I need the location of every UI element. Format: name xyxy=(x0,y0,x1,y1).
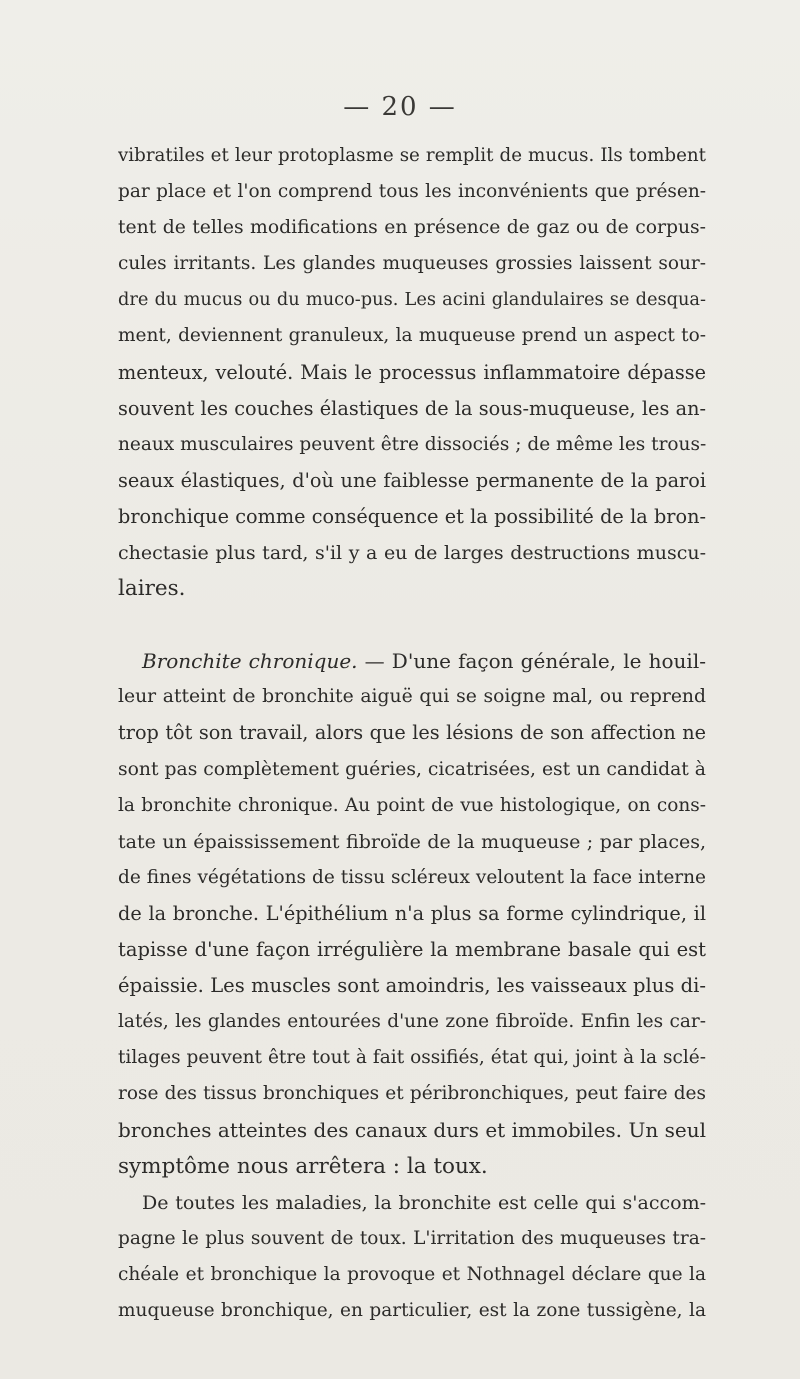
paragraph-3 xyxy=(118,1185,706,1329)
text-line: pagne le plus souvent de toux. L'irritation des muqueuses tra- xyxy=(118,1227,706,1249)
text-line: sont pas complètement guéries, cicatrisées, est un candidat à xyxy=(118,758,706,780)
section-heading: Bronchite chronique. xyxy=(142,649,358,674)
text-line: muqueuse bronchique, en particulier, est la zone tussigène, la xyxy=(118,1299,706,1321)
text-line: laires. xyxy=(118,576,186,602)
text-line: neaux musculaires peuvent être dissociés ; de même les trous- xyxy=(118,433,706,455)
text-line: de fines végétations de tissu scléreux veloutent la face interne xyxy=(118,866,706,888)
text-line: menteux, velouté. Mais le processus inflammatoire dépasse xyxy=(118,360,706,384)
text-line: latés, les glandes entourées d'une zone fibroïde. Enfin les car- xyxy=(118,1011,706,1033)
text-line: tapisse d'une façon irrégulière la membrane basale qui est xyxy=(118,937,706,961)
paragraph-1 xyxy=(118,138,706,607)
text-line: bronches atteintes des canaux durs et immobiles. Un seul xyxy=(118,1118,706,1143)
text-line: leur atteint de bronchite aiguë qui se soigne mal, ou reprend xyxy=(118,686,706,708)
text-line: dre du mucus ou du muco-pus. Les acini glandulaires se desqua- xyxy=(118,290,706,311)
text-line: ment, deviennent granuleux, la muqueuse prend un aspect to- xyxy=(118,325,706,347)
text-line: la bronchite chronique. Au point de vue histologique, on cons- xyxy=(118,794,706,816)
text-line: trop tôt son travail, alors que les lésions de son affection ne xyxy=(118,721,706,745)
text-line: tilages peuvent être tout à fait ossifiés, état qui, joint à la sclé- xyxy=(118,1047,706,1069)
text-line: vibratiles et leur protoplasme se remplit de mucus. Ils tombent xyxy=(118,145,706,166)
text-line: chéale et bronchique la provoque et Nothnagel déclare que la xyxy=(118,1263,706,1285)
text-line: De toutes les maladies, la bronchite est celle qui s'accom- xyxy=(142,1191,706,1214)
text-line: de la bronche. L'épithélium n'a plus sa forme cylindrique, il xyxy=(118,901,706,925)
text-line: tent de telles modifications en présence de gaz ou de corpus- xyxy=(118,217,706,239)
page-number: — 20 — xyxy=(343,92,457,122)
text-line: seaux élastiques, d'où une faiblesse permanente de la paroi xyxy=(118,468,706,492)
text-line: bronchique comme conséquence et la possibilité de la bron- xyxy=(118,504,706,528)
text-line: cules irritants. Les glandes muqueuses grossies laissent sour- xyxy=(118,253,706,275)
body-text xyxy=(118,138,706,1329)
paragraph-2 xyxy=(118,643,706,1184)
text-line: symptôme nous arrêtera : la toux. xyxy=(118,1153,488,1179)
text-line: rose des tissus bronchiques et péribronchiques, peut faire des xyxy=(118,1083,706,1105)
text-line: par place et l'on comprend tous les inconvénients que présen- xyxy=(118,181,706,203)
text-line: épaissie. Les muscles sont amoindris, les vaisseaux plus di- xyxy=(118,974,706,998)
text-line xyxy=(118,643,706,679)
text-line: tate un épaississement fibroïde de la muqueuse ; par places, xyxy=(118,830,706,853)
text-line: chectasie plus tard, s'il y a eu de larges destructions muscu- xyxy=(118,542,706,565)
text-line: souvent les couches élastiques de la sous-muqueuse, les an- xyxy=(118,396,706,420)
text-run: — D'une façon générale, le houil- xyxy=(357,649,706,674)
